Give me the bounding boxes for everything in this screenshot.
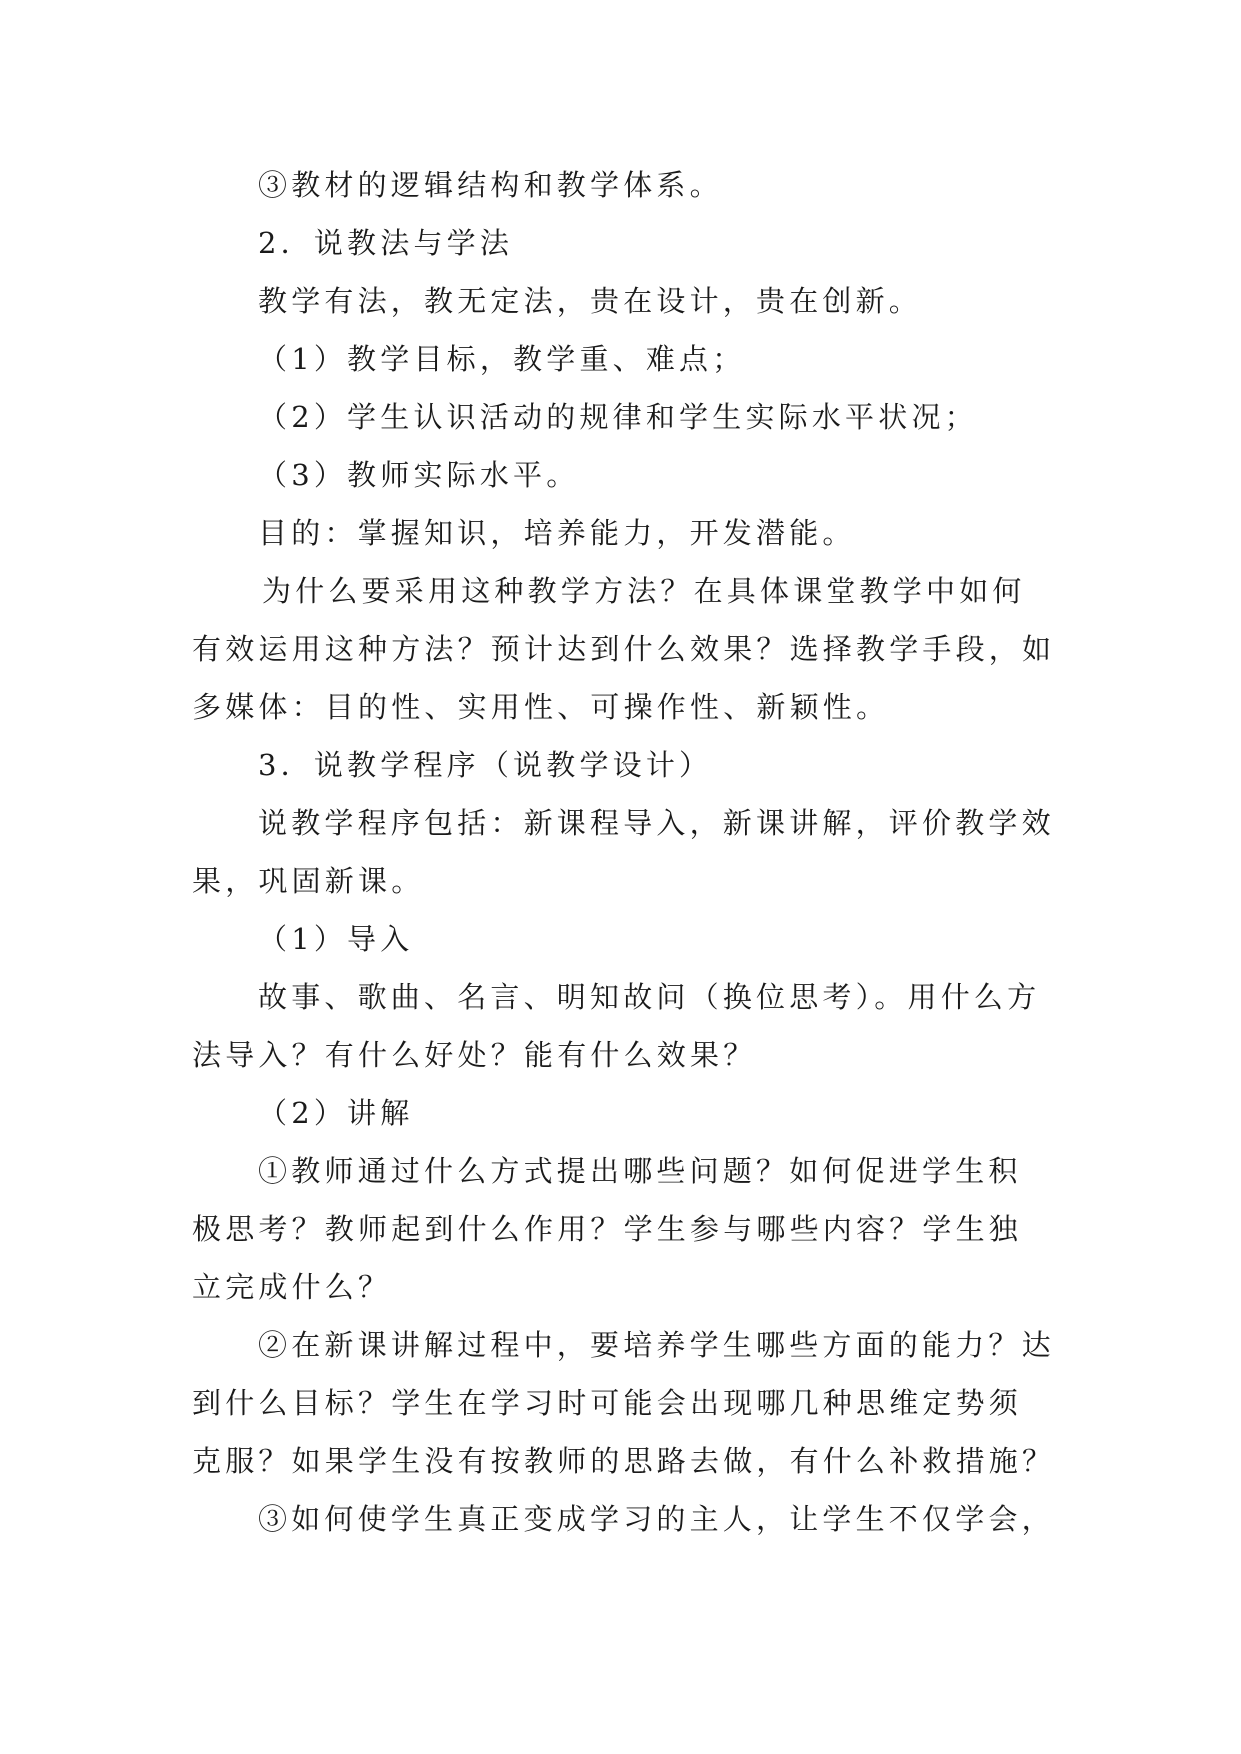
paragraph-line-15: 故事、歌曲、名言、明知故问（换位思考）。用什么方 (258, 980, 1041, 1014)
section-heading-3: 3．说教学程序（说教学设计） (258, 748, 713, 782)
paragraph-line-19: 极思考？教师起到什么作用？学生参与哪些内容？学生独 (192, 1212, 1023, 1246)
paragraph-line-9: 有效运用这种方法？预计达到什么效果？选择教学手段，如 (192, 632, 1056, 666)
paragraph-line-8: 为什么要采用这种教学方法？在具体课堂教学中如何 (262, 574, 1026, 608)
paragraph-line-23: 克服？如果学生没有按教师的思路去做，有什么补救措施？ (192, 1444, 1056, 1478)
text-line-7: 目的：掌握知识，培养能力，开发潜能。 (258, 516, 856, 550)
text-line-1: ③教材的逻辑结构和教学体系。 (258, 168, 723, 202)
paragraph-line-10: 多媒体：目的性、实用性、可操作性、新颖性。 (192, 690, 890, 724)
text-line-3: 教学有法，教无定法，贵在设计，贵在创新。 (258, 284, 923, 318)
paragraph-line-13: 果，巩固新课。 (192, 864, 425, 898)
paragraph-line-16: 法导入？有什么好处？能有什么效果？ (192, 1038, 757, 1072)
list-item-2: （2）学生认识活动的规律和学生实际水平状况； (258, 400, 978, 434)
list-item-3: （3）教师实际水平。 (258, 458, 580, 492)
paragraph-line-12: 说教学程序包括：新课程导入，新课讲解，评价教学效 (258, 806, 1055, 840)
subheading-explain: （2）讲解 (258, 1096, 414, 1130)
paragraph-line-18: ①教师通过什么方式提出哪些问题？如何促进学生积 (258, 1154, 1022, 1188)
paragraph-line-22: 到什么目标？学生在学习时可能会出现哪几种思维定势须 (192, 1386, 1023, 1420)
paragraph-line-20: 立完成什么？ (192, 1270, 392, 1304)
section-heading-2: 2．说教法与学法 (258, 226, 514, 260)
paragraph-line-21: ②在新课讲解过程中，要培养学生哪些方面的能力？达 (258, 1328, 1055, 1362)
subheading-intro: （1）导入 (258, 922, 414, 956)
list-item-1: （1）教学目标，教学重、难点； (258, 342, 746, 376)
paragraph-line-24: ③如何使学生真正变成学习的主人，让学生不仅学会， (258, 1502, 1055, 1536)
